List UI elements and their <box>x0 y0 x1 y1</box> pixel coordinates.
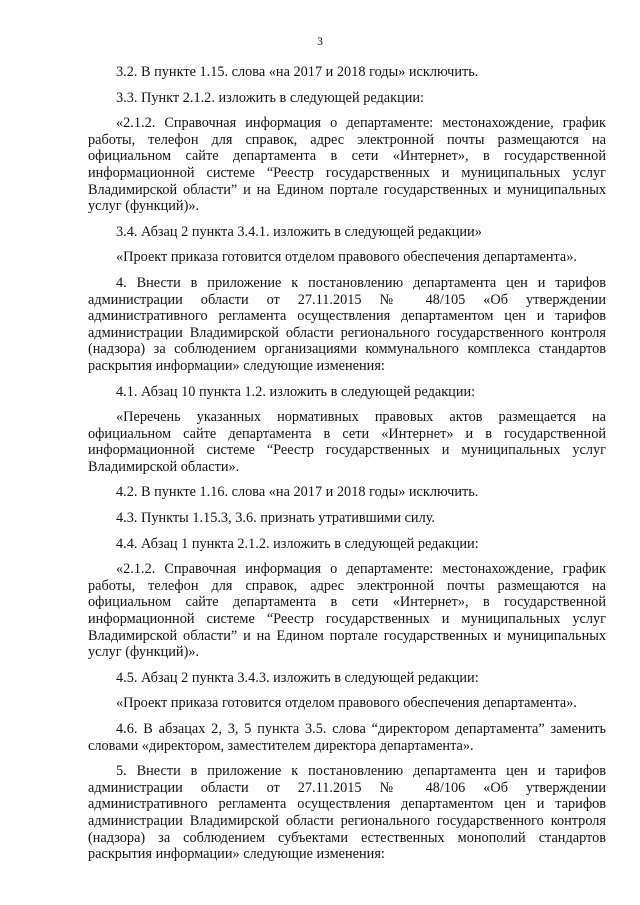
paragraph-4-2: 4.2. В пункте 1.16. слова «на 2017 и 2018 годы» исключить. <box>116 484 479 501</box>
paragraph-3-4: 3.4. Абзац 2 пункта 3.4.1. изложить в следующей редакции» <box>116 223 482 240</box>
paragraph-3-3: 3.3. Пункт 2.1.2. изложить в следующей редакции: <box>116 89 425 106</box>
paragraph-4-5: 4.5. Абзац 2 пункта 3.4.3. изложить в следующей редакции: <box>116 669 479 686</box>
paragraph-5: 5. Внести в приложение к постановлению департамента цен и тарифов администрации области от 27.11.2015 № 48/106 «Об утверждении административного регламента осуществления департаментом цен и тарифов администрации Владимирской области регионального государственного контроля (надзора) за соблюдением субъектами естественных монополий стандартов раскрытия информации» следующие изменения: <box>88 763 606 863</box>
paragraph-4: 4. Внести в приложение к постановлению департамента цен и тарифов администрации области от 27.11.2015 № 48/105 «Об утверждении административного регламента осуществления департаментом цен и тарифов администрации Владимирской области регионального государственного контроля (надзора) за соблюдением организациями коммунального комплекса стандартов раскрытия информации» следующие изменения: <box>88 274 606 374</box>
paragraph-3-2: 3.2. В пункте 1.15. слова «на 2017 и 2018 годы» исключить. <box>116 64 479 80</box>
paragraph-4-4-text: «2.1.2. Справочная информация о департаменте: местонахождение, график работы, телефон для справок, адрес электронной почты размещаются на официальном сайте департамента в сети «Интернет», в государственной информационной системе “Реестр государственных и муниципальных услуг Владимирской области” и на Едином портале государственных и муниципальных услуг (функций)». <box>88 561 606 661</box>
paragraph-4-6: 4.6. В абзацах 2, 3, 5 пункта 3.5. слова “директором департамента” заменить словами «директором, заместителем директора департамента». <box>88 721 606 754</box>
paragraph-3-4-text: «Проект приказа готовится отделом правового обеспечения департамента». <box>116 249 577 266</box>
paragraph-4-4: 4.4. Абзац 1 пункта 2.1.2. изложить в следующей редакции: <box>116 535 479 552</box>
paragraph-4-5-text: «Проект приказа готовится отделом правового обеспечения департамента». <box>116 695 577 712</box>
paragraph-4-1-text: «Перечень указанных нормативных правовых актов размещается на официальном сайте департамента в сети «Интернет» и в государственной информационной системе “Реестр государственных и муниципальных услуг Владимирской области». <box>88 409 606 475</box>
page-number: 3 <box>317 36 323 48</box>
document-body <box>88 64 606 872</box>
paragraph-4-1: 4.1. Абзац 10 пункта 1.2. изложить в следующей редакции: <box>116 383 476 400</box>
paragraph-3-3-text: «2.1.2. Справочная информация о департаменте: местонахождение, график работы, телефон для справок, адрес электронной почты размещаются на официальном сайте департамента в сети «Интернет», в государственной информационной системе “Реестр государственных и муниципальных услуг Владимирской области” и на Едином портале государственных и муниципальных услуг (функций)». <box>88 115 606 215</box>
paragraph-4-3: 4.3. Пункты 1.15.3, 3.6. признать утратившими силу. <box>116 510 436 527</box>
